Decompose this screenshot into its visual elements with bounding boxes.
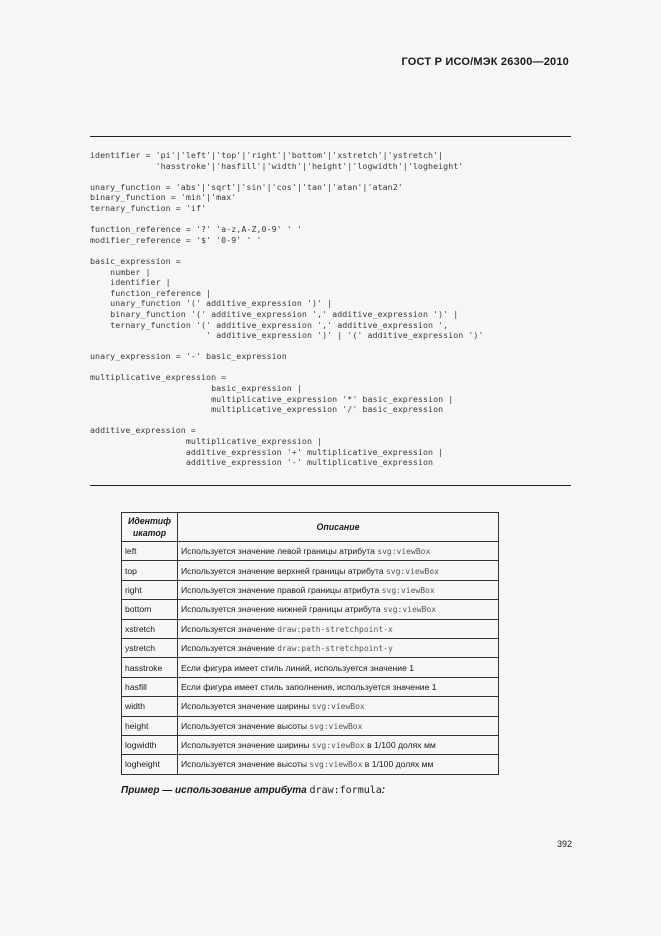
grammar-code-block [90, 150, 580, 468]
code-line: function_reference = '?' 'a-z,A-Z,0-9' ' ' [90, 224, 302, 235]
identifier-table [121, 512, 499, 775]
document-header: ГОСТ Р ИСО/МЭК 26300—2010 [401, 56, 569, 68]
identifier-cell: right [122, 580, 178, 599]
code-line: modifier_reference = '$' '0-9' ' ' [90, 234, 262, 245]
description-code: svg:viewBox [381, 585, 435, 595]
code-line [90, 245, 580, 256]
identifier-cell: top [122, 561, 178, 580]
identifier-cell: height [122, 716, 178, 735]
description-code: svg:viewBox [311, 702, 365, 712]
code-line: binary_function = 'min'|'max' [90, 192, 237, 203]
identifier-cell: left [122, 542, 178, 561]
description-cell [178, 619, 499, 638]
description-cell [178, 658, 499, 677]
description-code: draw:path-stretchpoint-x [277, 624, 393, 634]
description-code: svg:viewBox [383, 605, 437, 615]
table-row [122, 735, 499, 754]
code-line: unary_function = 'abs'|'sqrt'|'sin'|'cos'|'tan'|'atan'|'atan2' [90, 181, 403, 192]
code-line: 'hasstroke'|'hasfill'|'width'|'height'|'logwidth'|'logheight' [90, 160, 464, 171]
description-text: Используется значение [181, 643, 278, 654]
description-text: Используется значение высоты [181, 720, 310, 731]
code-line [90, 341, 580, 352]
description-code: svg:viewBox [377, 547, 431, 557]
code-line: identifier | [90, 277, 171, 288]
code-line: additive_expression = [90, 425, 196, 436]
code-line [90, 415, 580, 426]
code-line [90, 214, 580, 225]
code-line: multiplicative_expression = [90, 372, 227, 383]
description-text: Используется значение ширины [181, 701, 312, 712]
description-cell [178, 716, 499, 735]
code-line: additive_expression '-' multiplicative_expression [90, 457, 434, 468]
description-text: Используется значение [181, 623, 278, 634]
description-text: Используется значение правой границы атрибута [181, 584, 382, 595]
description-cell [178, 755, 499, 774]
description-code: svg:viewBox [311, 741, 365, 751]
description-cell [178, 580, 499, 599]
code-line: ternary_function = 'if' [90, 202, 207, 213]
description-code: svg:viewBox [309, 721, 363, 731]
description-code: svg:viewBox [309, 760, 363, 770]
code-line: multiplicative_expression | [90, 436, 323, 447]
table-row [122, 600, 499, 619]
description-tail: в 1/100 долях мм [362, 759, 434, 770]
description-code: draw:path-stretchpoint-y [277, 644, 393, 654]
table-row [122, 542, 499, 561]
table-row [122, 658, 499, 677]
identifier-cell: xstretch [122, 619, 178, 638]
table-row [122, 619, 499, 638]
description-text: Используется значение высоты [181, 759, 310, 770]
identifier-cell: ystretch [122, 638, 178, 657]
code-line [90, 171, 580, 182]
example-label: Пример — использование атрибута [121, 785, 310, 796]
description-cell [178, 697, 499, 716]
description-cell [178, 735, 499, 754]
description-cell [178, 600, 499, 619]
page-number: 392 [557, 839, 573, 849]
code-bottom-rule [90, 485, 571, 486]
identifier-cell: hasstroke [122, 658, 178, 677]
description-cell [178, 638, 499, 657]
description-text: Используется значение нижней границы атрибута [181, 604, 384, 615]
code-line [90, 362, 580, 373]
description-text: Используется значение ширины [181, 740, 312, 751]
table-row [122, 755, 499, 774]
identifier-cell: logheight [122, 755, 178, 774]
description-tail: в 1/100 долях мм [364, 740, 436, 751]
code-line: basic_expression = [90, 255, 181, 266]
code-line: unary_function '(' additive_expression ')' | [90, 298, 333, 309]
description-cell [178, 561, 499, 580]
table-row [122, 580, 499, 599]
table-row [122, 638, 499, 657]
identifier-cell: width [122, 697, 178, 716]
code-line: additive_expression '+' multiplicative_expression | [90, 446, 444, 457]
code-top-rule [90, 136, 571, 137]
code-line: binary_function '(' additive_expression ',' additive_expression ')' | [90, 308, 459, 319]
code-line: function_reference | [90, 287, 212, 298]
code-line: ' additive_expression ')' | '(' additive_expression ')' [90, 330, 484, 341]
code-line: unary_expression = '-' basic_expression [90, 351, 287, 362]
example-code: draw:formula [309, 785, 382, 796]
table-row [122, 716, 499, 735]
header-description: Описание [178, 513, 499, 542]
code-line: multiplicative_expression '/' basic_expression [90, 404, 444, 415]
description-text: Если фигура имеет стиль линий, используется значение 1 [181, 662, 415, 673]
code-line: multiplicative_expression '*' basic_expression | [90, 393, 454, 404]
description-text: Используется значение левой границы атрибута [181, 546, 378, 557]
code-line: basic_expression | [90, 383, 302, 394]
table-row [122, 677, 499, 696]
code-line: number | [90, 266, 151, 277]
description-code: svg:viewBox [385, 566, 439, 576]
identifier-cell: bottom [122, 600, 178, 619]
description-cell [178, 677, 499, 696]
header-identifier: Идентиф икатор [122, 513, 178, 542]
description-text: Используется значение верхней границы атрибута [181, 565, 386, 576]
example-colon: : [381, 785, 386, 796]
code-line: identifier = 'pi'|'left'|'top'|'right'|'bottom'|'xstretch'|'ystretch'| [90, 150, 444, 160]
code-line: ternary_function '(' additive_expression ',' additive_expression ', [90, 319, 449, 330]
description-cell [178, 542, 499, 561]
identifier-cell: logwidth [122, 735, 178, 754]
identifier-cell: hasfill [122, 677, 178, 696]
table-row [122, 697, 499, 716]
table-row [122, 561, 499, 580]
example-caption [121, 785, 385, 796]
description-text: Если фигура имеет стиль заполнения, используется значение 1 [181, 681, 437, 692]
table-header-row [122, 513, 499, 542]
